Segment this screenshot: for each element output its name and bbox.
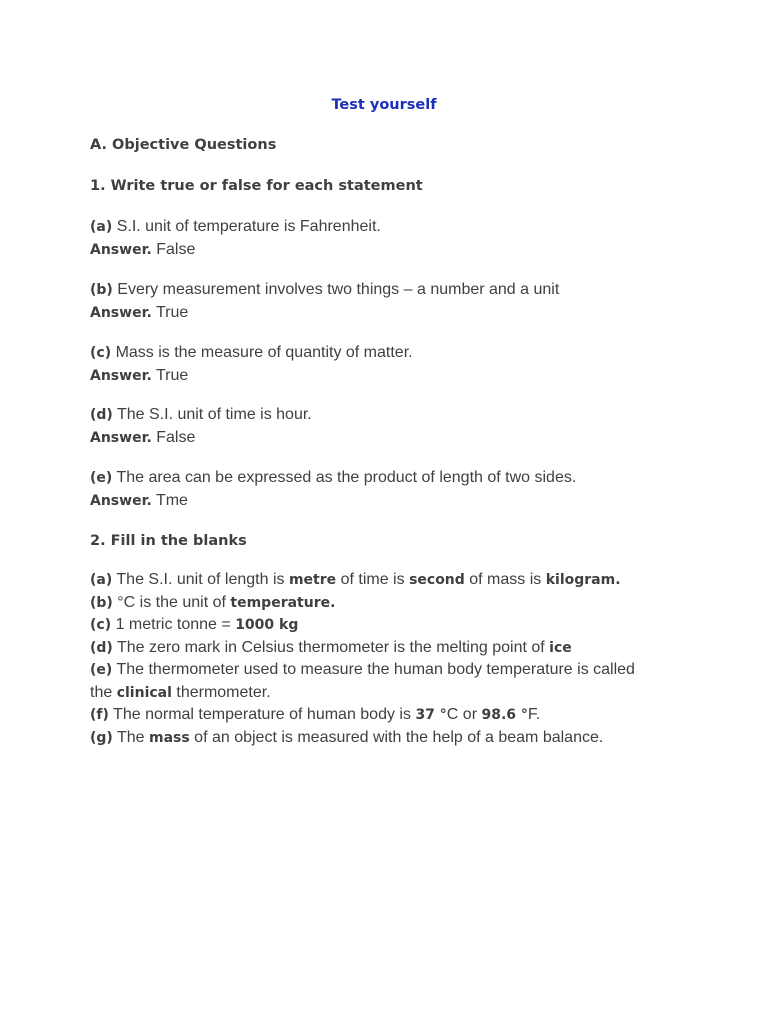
page-title: Test yourself xyxy=(331,97,437,113)
item-text: The S.I. unit of time is hour. xyxy=(116,406,312,423)
question-2-heading: 2. Fill in the blanks xyxy=(90,533,247,549)
item-label: (a) xyxy=(90,572,113,588)
answer-bold: 98.6 ° xyxy=(481,707,528,723)
item-label: (g) xyxy=(90,729,113,746)
answer-value: Tme xyxy=(155,491,188,509)
fill-blanks-list xyxy=(90,569,635,749)
item-text: of mass is xyxy=(469,571,542,588)
item-text: The thermometer used to measure the human body temperature is called xyxy=(116,661,635,678)
answer-bold: kilogram. xyxy=(545,572,621,588)
blank-item-g xyxy=(90,727,635,750)
answer-bold: mass xyxy=(149,729,190,746)
tf-item-c xyxy=(90,342,413,387)
answer-bold: 1000 kg xyxy=(235,617,299,633)
tf-item-b xyxy=(90,279,559,324)
answer-bold: second xyxy=(409,572,465,588)
item-label: (d) xyxy=(90,639,113,656)
blank-item-a xyxy=(90,569,635,592)
answer-value: True xyxy=(155,366,189,384)
blank-item-c xyxy=(90,614,635,637)
item-text: thermometer. xyxy=(176,683,271,701)
item-text: S.I. unit of temperature is Fahrenheit. xyxy=(116,218,381,235)
item-text: The zero mark in Celsius thermometer is the melting point of xyxy=(116,638,545,656)
answer-value: False xyxy=(156,240,196,258)
item-text: The area can be expressed as the product of length of two sides. xyxy=(116,469,577,486)
item-text: F. xyxy=(527,706,541,723)
item-text: Every measurement involves two things – a number and a unit xyxy=(117,281,560,298)
blank-item-b xyxy=(90,592,635,615)
item-text: °C is the unit of xyxy=(117,593,226,611)
item-label: (c) xyxy=(90,617,112,633)
answer-value: False xyxy=(156,428,196,446)
answer-label: Answer. xyxy=(90,367,152,384)
item-label: (c) xyxy=(90,345,112,361)
item-text: 1 metric tonne = xyxy=(115,616,231,633)
answer-bold: 37 ° xyxy=(415,707,447,723)
answer-label: Answer. xyxy=(90,241,152,258)
blank-item-d xyxy=(90,637,635,660)
item-text: The S.I. unit of length is xyxy=(116,571,285,588)
answer-value: True xyxy=(155,303,189,321)
item-label: (f) xyxy=(90,707,109,723)
blank-item-e xyxy=(90,659,635,682)
blank-item-f xyxy=(90,704,635,727)
item-label: (b) xyxy=(90,594,113,611)
item-label: (e) xyxy=(90,470,113,486)
answer-label: Answer. xyxy=(90,492,152,509)
item-text: of an object is measured with the help of a beam balance. xyxy=(194,728,604,746)
tf-item-d xyxy=(90,404,312,449)
item-text: The normal temperature of human body is xyxy=(113,706,411,723)
question-1-heading: 1. Write true or false for each statement xyxy=(90,178,423,194)
item-label: (d) xyxy=(90,407,113,423)
item-text: C or xyxy=(446,706,478,723)
item-label: (e) xyxy=(90,662,113,678)
answer-label: Answer. xyxy=(90,304,152,321)
answer-bold: ice xyxy=(549,639,572,656)
answer-bold: clinical xyxy=(116,684,172,701)
item-text: The xyxy=(116,728,145,746)
blank-item-e-cont xyxy=(90,682,635,705)
tf-item-e xyxy=(90,467,576,512)
item-text: Mass is the measure of quantity of matter. xyxy=(115,344,413,361)
item-text: the xyxy=(90,683,113,701)
tf-item-a xyxy=(90,216,381,261)
section-heading-objective: A. Objective Questions xyxy=(90,137,277,153)
answer-label: Answer. xyxy=(90,429,152,446)
item-label: (a) xyxy=(90,219,113,235)
item-text: of time is xyxy=(340,571,405,588)
item-label: (b) xyxy=(90,282,113,298)
answer-bold: metre xyxy=(288,572,337,588)
answer-bold: temperature. xyxy=(230,594,336,611)
